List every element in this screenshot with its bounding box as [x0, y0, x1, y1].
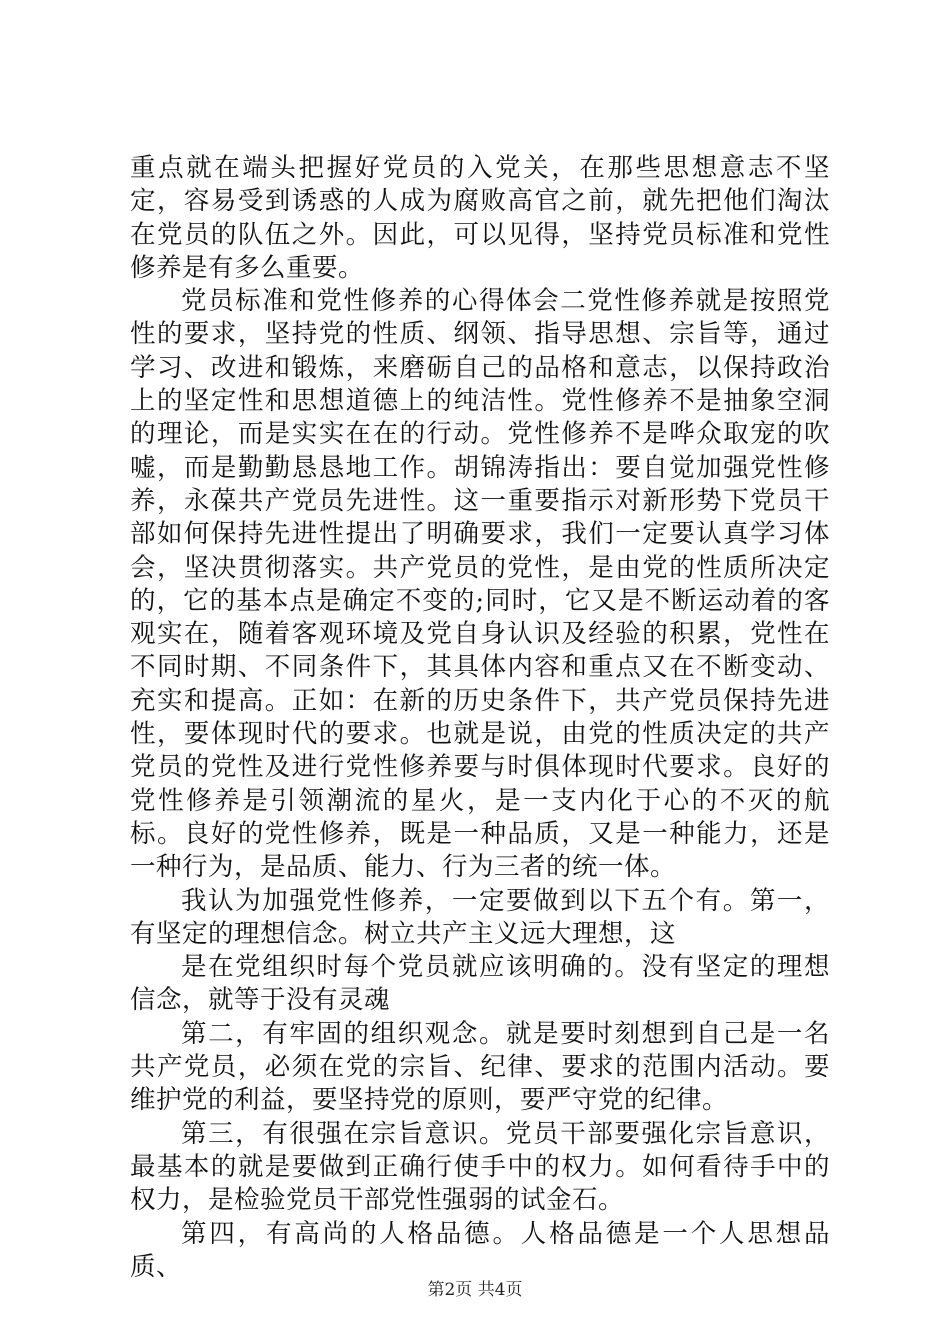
- paragraph-2: 党员标准和党性修养的心得体会二党性修养就是按照党性的要求，坚持党的性质、纲领、指导思想、宗旨等，通过学习、改进和锻炼，来磨砺自己的品格和意志，以保持政治上的坚定性和思想道德上的纯洁性。党性修养不是抽象空洞的理论，而是实实在在的行动。党性修养不是哗众取宠的吹嘘，而是勤勤恳恳地工作。胡锦涛指出：要自觉加强党性修养，永葆共产党员先进性。这一重要指示对新形势下党员干部如何保持先进性提出了明确要求，我们一定要认真学习体会，坚决贯彻落实。共产党员的党性，是由党的性质所决定的，它的基本点是确定不变的;同时，它又是不断运动着的客观实在，随着客观环境及党自身认识及经验的积累，党性在不同时期、不同条件下，其具体内容和重点又在不断变动、充实和提高。正如：在新的历史条件下，共产党员保持先进性，要体现时代的要求。也就是说，由党的性质决定的共产党员的党性及进行党性修养要与时俱体现时代要求。良好的党性修养是引领潮流的星火，是一支内化于心的不灭的航标。良好的党性修养，既是一种品质，又是一种能力，还是一种行为，是品质、能力、行为三者的统一体。: [130, 286, 830, 883]
- document-body: [130, 152, 830, 1284]
- paragraph-7: 第四，有高尚的人格品德。人格品德是一个人思想品质、: [130, 1218, 830, 1282]
- paragraph-1: 重点就在端头把握好党员的入党关，在那些思想意志不坚定，容易受到诱惑的人成为腐败高官之前，就先把他们淘汰在党员的队伍之外。因此，可以见得，坚持党员标准和党性修养是有多么重要。: [130, 153, 830, 283]
- paragraph-6: 第三，有很强在宗旨意识。党员干部要强化宗旨意识，最基本的就是要做到正确行使手中的权力。如何看待手中的权力，是检验党员干部党性强弱的试金石。: [130, 1118, 830, 1216]
- paragraph-4: 是在党组织时每个党员就应该明确的。没有坚定的理想信念，就等于没有灵魂: [130, 952, 830, 1016]
- paragraph-3: 我认为加强党性修养，一定要做到以下五个有。第一，有坚定的理想信念。树立共产主义远大理想，这: [130, 885, 830, 949]
- paragraph-5: 第二，有牢固的组织观念。就是要时刻想到自己是一名共产党员，必须在党的宗旨、纪律、要求的范围内活动。要维护党的利益，要坚持党的原则，要严守党的纪律。: [130, 1018, 830, 1116]
- page-number-footer: 第2页 共4页: [427, 1280, 523, 1300]
